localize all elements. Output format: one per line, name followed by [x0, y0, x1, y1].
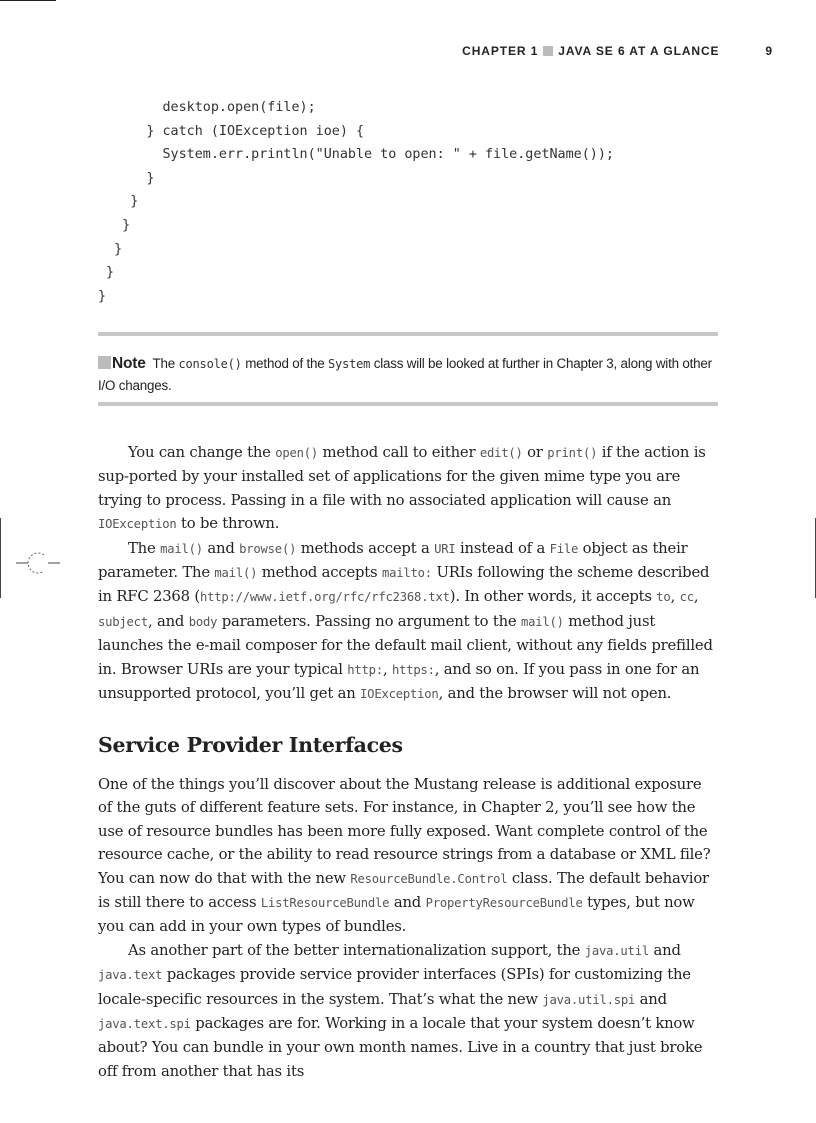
code-line: } — [98, 194, 139, 210]
crop-mark-top — [0, 0, 56, 1]
crop-mark-left — [0, 518, 1, 598]
code-line: } — [98, 241, 123, 257]
paragraph-resource-bundles: One of the things you’ll discover about the Mustang release is additional exposure of the guts of different feature sets. For instance, in Chapter 2, you’ll see how the use of resource bundles has been more fully exposed. Want complete control of the resource cache, or the ability to read resource strings from a database or XML file? You can now do that with the new ResourceBundle.Control class. The default behavior is still there to access ListResourceBundle and PropertyResourceBundle types, but now you can add in your own types of bundles. — [98, 776, 711, 936]
running-head — [462, 43, 773, 59]
code-line: } — [98, 265, 115, 281]
page-number: 9 — [765, 44, 773, 58]
chapter-label: CHAPTER 1 — [462, 44, 539, 58]
separator-square-icon — [543, 46, 553, 56]
desktop-paragraphs — [98, 441, 718, 706]
code-line: } catch (IOException ioe) { — [98, 123, 365, 139]
note-label: Note — [112, 355, 146, 372]
note-text: Note The console() method of the System class will be looked at further in Chapter 3, along with other I/O changes. — [98, 355, 712, 393]
paragraph-open-method: You can change the open() method call to either edit() or print() if the action is sup-ported by your installed set of applications for the given mime type you are trying to process. Passing in a file with no associated application will cause an IOException to be thrown. — [98, 444, 706, 533]
note-square-icon — [98, 356, 111, 369]
code-line: System.err.println("Unable to open: " + file.getName()); — [98, 147, 614, 163]
chapter-title: JAVA SE 6 AT A GLANCE — [558, 44, 720, 58]
code-line: } — [98, 170, 155, 186]
code-listing — [98, 96, 614, 308]
note-box — [98, 332, 718, 406]
code-line: desktop.open(file); — [98, 100, 316, 115]
code-line: } — [98, 217, 131, 233]
section-heading: Service Provider Interfaces — [98, 733, 403, 757]
paragraph-internationalization: As another part of the better internationalization support, the java.util and java.text packages provide service provider interfaces (SPIs) for customizing the locale-specific resources in the system. That’s what the new java.util.spi and java.text.spi packages are for. Working in a locale that your system doesn’t know about? You can bundle in your own month names. Live in a country that just broke off from another that has its — [98, 941, 703, 1080]
registration-mark-icon — [14, 548, 62, 578]
code-line: } — [98, 288, 107, 304]
spi-paragraphs — [98, 773, 718, 1083]
paragraph-mail-browse: The mail() and browse() methods accept a URI instead of a File object as their parameter. The mail() method accepts mailto: URIs following the scheme described in RFC 2368 (http://www.ietf.org/rfc/rfc2368.txt). In other words, it accepts to, cc, subject, and body parameters. Passing no argument to the mail() method just launches the e-mail composer for the default mail client, without any fields prefilled in. Browser URIs are your typical http:, https:, and so on. If you pass in one for an unsupported protocol, you’ll get an IOException, and the browser will not open. — [98, 539, 713, 703]
